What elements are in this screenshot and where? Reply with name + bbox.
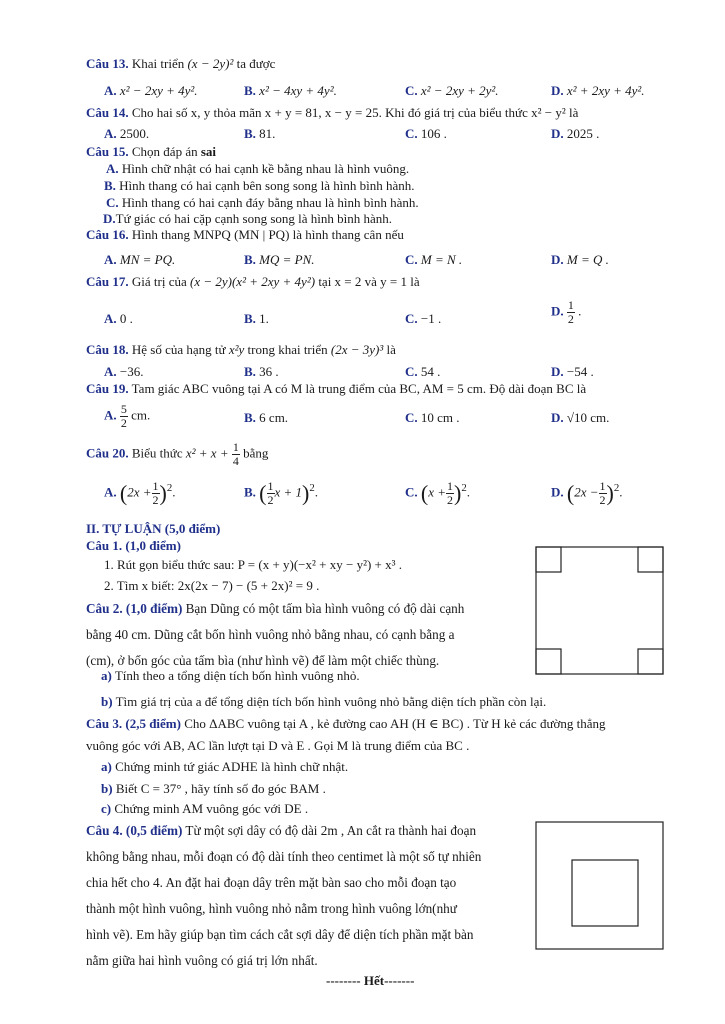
c2-label: Câu 2. (1,0 điểm) [86, 601, 183, 616]
q17-text: Giá trị của [131, 274, 187, 289]
q19-option-b[interactable]: B. 6 cm. [244, 410, 289, 425]
q17-option-d[interactable]: D. $\frac{1}{2}$ . [551, 298, 582, 326]
c3-part-b: b) Biết C = 37° , hãy tính số đo góc BAM . [101, 781, 326, 796]
c2-paragraph [86, 596, 464, 674]
q13-text-post: ta được [236, 56, 276, 71]
fraction: $\frac{5}{2}$ [120, 402, 127, 430]
q17-option-c[interactable]: C. −1 . [405, 311, 442, 326]
c2-part-b: b) Tìm giá trị của a để tổng diện tích bốn hình vuông nhỏ bằng diện tích phần còn lại. [101, 694, 547, 709]
c3-line-1: Câu 3. (2,5 điểm) Cho ΔABC vuông tại A , kẻ đường cao AH (H ∈ BC) . Từ H kẻ các đường thẳng [86, 716, 606, 731]
q13-label: Câu 13. [86, 56, 129, 71]
q20-expr: x² + x + [185, 445, 229, 461]
q18-label: Câu 18. [86, 342, 129, 357]
c2-line-2: bằng 40 cm. Dũng cắt bốn hình vuông nhỏ bằng nhau, có cạnh bằng a [86, 627, 455, 642]
q15-option-d[interactable]: D.Tứ giác có hai cặp cạnh song song là hình bình hành. [103, 211, 393, 226]
q17-label: Câu 17. [86, 274, 129, 289]
q15-text: Chọn đáp án [131, 144, 198, 159]
q19-text: Tam giác ABC vuông tại A có M là trung điểm của BC, AM = 5 cm. Độ dài đoạn BC là [131, 381, 587, 396]
c4-paragraph: Câu 4. (0,5 điểm) Từ một sợi dây có độ dài 2m , An cắt ra thành hai đoạn không bằng nhau, mỗi đoạn có độ dài tính theo centimet là một số tự nhiên chia hết cho 4. An đặt hai đoạn dây trên mặt bàn sao cho mỗi đoạn tạo thành một hình vuông, hình vuông nhỏ nằm trong hình vuông lớn(như hình vẽ). Em hãy giúp bạn tìm cách cắt sợi dây để diện tích phần mặt bàn nằm giữa hai hình vuông có giá trị lớn nhất. [86, 823, 482, 968]
part2-title: II. TỰ LUẬN (5,0 điểm) [86, 521, 221, 536]
q18-option-a[interactable]: A. −36. [104, 364, 144, 379]
c1-item-2: 2. Tìm x biết: 2x(2x − 7) − (5 + 2x)² = 9 . [104, 578, 320, 593]
q20-option-b[interactable]: B. ( $\frac{1}{2}$ x + 1)$^2$. [244, 479, 319, 507]
q19-option-d[interactable]: D. √10 cm. [551, 410, 610, 425]
q14-label: Câu 14. [86, 105, 129, 120]
q15-stem [86, 144, 216, 160]
q14-text: Cho hai số x, y thỏa mãn x + y = 81, x − y = 25. Khi đó giá trị của biểu thức x² − y² là [131, 105, 579, 120]
q20-option-c[interactable]: C. (x + $\frac{1}{2}$ )$^2$. [405, 479, 471, 507]
q20-text-post: bằng [243, 445, 269, 461]
q13-option-b[interactable]: B. x² − 4xy + 4y². [244, 83, 337, 98]
q18-stem [86, 342, 396, 358]
q13-option-a[interactable]: A. x² − 2xy + 4y². [104, 83, 198, 98]
fraction: $\frac{1}{4}$ [232, 440, 239, 468]
q20-text: Biểu thức [131, 445, 183, 461]
q17-expr: (x − 2y)(x² + 2xy + 4y²) [190, 274, 316, 289]
c1-item-1: 1. Rút gọn biểu thức sau: P = (x + y)(−x² + xy − y²) + x³ . [104, 557, 403, 572]
c2-line-1: Bạn Dũng có một tấm bìa hình vuông có độ dài cạnh [185, 601, 465, 616]
q20-option-d[interactable]: D. (2x − $\frac{1}{2}$ )$^2$. [551, 479, 623, 507]
q13-option-c[interactable]: C. x² − 2xy + 2y². [405, 83, 499, 98]
q16-option-d[interactable]: D. M = Q . [551, 252, 609, 267]
q18-option-c[interactable]: C. 54 . [405, 364, 441, 379]
q19-option-a[interactable]: A. $\frac{5}{2}$ cm. [104, 402, 151, 430]
q18-expr: (2x − 3y)³ [330, 342, 384, 357]
q16-label: Câu 16. [86, 227, 129, 242]
q14-option-c[interactable]: C. 106 . [405, 126, 447, 141]
q19-stem [86, 381, 586, 397]
q16-option-b[interactable]: B. MQ = PN. [244, 252, 315, 267]
cardboard-figure [535, 546, 665, 676]
c3-line-2: vuông góc với AB, AC lần lượt tại D và E . Gọi M là trung điểm của BC . [86, 738, 470, 753]
q13-text: Khai triển [131, 56, 185, 71]
q15-option-b[interactable]: B. Hình thang có hai cạnh bên song song là hình bình hành. [104, 178, 415, 193]
q17-option-b[interactable]: B. 1. [244, 311, 269, 326]
c2-part-a: a) Tính theo a tổng diện tích bốn hình vuông nhỏ. [101, 668, 360, 683]
c1-label: Câu 1. (1,0 điểm) [86, 538, 181, 553]
q15-bold: sai [200, 144, 217, 159]
q18-text-post: là [386, 342, 396, 357]
q14-option-b[interactable]: B. 81. [244, 126, 276, 141]
q18-term: x²y [228, 342, 245, 357]
q15-option-c[interactable]: C. Hình thang có hai cạnh đáy bằng nhau là hình bình hành. [106, 195, 419, 210]
q18-option-d[interactable]: D. −54 . [551, 364, 594, 379]
q20-label: Câu 20. [86, 445, 129, 461]
q16-text: Hình thang MNPQ (MN | PQ) là hình thang cân nếu [131, 227, 404, 242]
q20-stem [86, 441, 268, 468]
q19-option-c[interactable]: C. 10 cm . [405, 410, 460, 425]
q14-stem [86, 105, 578, 121]
q20-option-a[interactable]: A. (2x + $\frac{1}{2}$ )$^2$. [104, 479, 176, 507]
q16-option-c[interactable]: C. M = N . [405, 252, 463, 267]
fraction: $\frac{1}{2}$ [567, 298, 574, 326]
q17-option-a[interactable]: A. 0 . [104, 311, 133, 326]
q19-label: Câu 19. [86, 381, 129, 396]
q15-option-a[interactable]: A. Hình chữ nhật có hai cạnh kề bằng nhau là hình vuông. [106, 161, 410, 176]
c3-label: Câu 3. (2,5 điểm) [86, 716, 181, 731]
q16-option-a[interactable]: A. MN = PQ. [104, 252, 176, 267]
q17-text-post: tại x = 2 và y = 1 là [318, 274, 420, 289]
q17-stem [86, 274, 420, 290]
c4-label: Câu 4. (0,5 điểm) [86, 823, 183, 838]
c2-line-3: (cm), ở bốn góc của tấm bìa (như hình vẽ) để làm một chiếc thùng. [86, 653, 440, 668]
c3-part-c: c) Chứng minh AM vuông góc với DE . [101, 801, 309, 816]
q15-label: Câu 15. [86, 144, 129, 159]
q13-expr: (x − 2y)² [187, 56, 234, 71]
q13-option-d[interactable]: D. x² + 2xy + 4y². [551, 83, 645, 98]
q18-text-mid: trong khai triển [247, 342, 328, 357]
q13-stem [86, 56, 275, 72]
q18-option-b[interactable]: B. 36 . [244, 364, 279, 379]
footer-end: -------- Hết------- [326, 973, 415, 988]
q14-option-a[interactable]: A. 2500. [104, 126, 150, 141]
q18-text: Hệ số của hạng tử [131, 342, 226, 357]
c3-part-a: a) Chứng minh tứ giác ADHE là hình chữ nhật. [101, 759, 349, 774]
q14-option-d[interactable]: D. 2025 . [551, 126, 600, 141]
two-squares-figure [535, 821, 665, 951]
q16-stem [86, 227, 404, 243]
